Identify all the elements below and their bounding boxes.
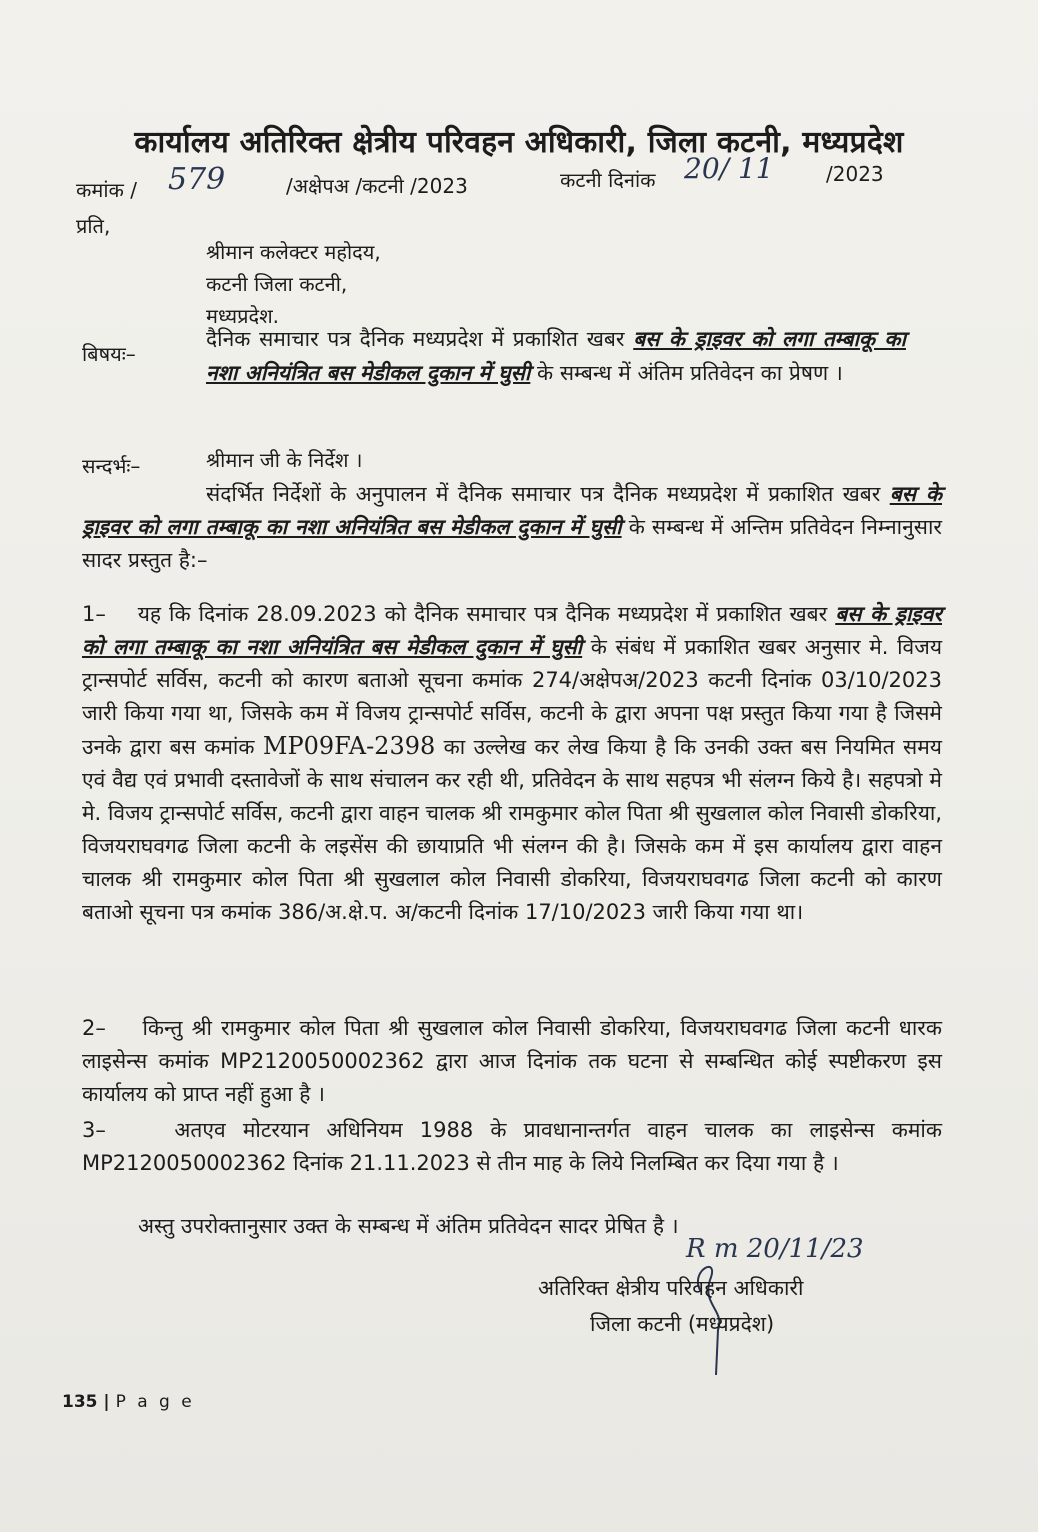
point-2	[82, 1012, 942, 1111]
point-1-text-a: यह कि दिनांक 28.09.2023 को दैनिक समाचार पत्र दैनिक मध्यप्रदेश में प्रकाशित खबर	[137, 602, 828, 626]
signatory-designation: अतिरिक्त क्षेत्रीय परिवहन अधिकारी	[538, 1276, 804, 1300]
handwritten-signature: R m 20/11/23	[686, 1234, 864, 1264]
point-1-text-c: का उल्लेख कर लेख किया है कि उनकी उक्त बस नियमित समय एवं वैद्य एवं प्रभावी दस्तावेजों के साथ संचालन कर रही थी, प्रतिवेदन के साथ सहपत्र भी संलग्न किये है। सहपत्रो मे मे. विजय ट्रान्सपोर्ट सर्विस, कटनी द्वारा वाहन चालक श्री रामकुमार कोल पिता श्री सुखलाल कोल निवासी डोकरिया, विजयराघवगढ जिला कटनी के लइसेंस की छायाप्रति भी संलग्न की है। जिसके कम में इस कार्यालय द्वारा वाहन चालक श्री रामकुमार कोल पिता श्री सुखलाल कोल निवासी डोकरिया, विजयराघवगढ जिला कटनी को कारण बताओ सूचना पत्र कमांक 386/अ.क्षे.प. अ/कटनी दिनांक 17/10/2023 जारी किया गया था।	[82, 735, 942, 924]
addressee-line-3: मध्यप्रदेश.	[206, 304, 280, 328]
point-2-text: किन्तु श्री रामकुमार कोल पिता श्री सुखलाल कोल निवासी डोकरिया, विजयराघवगढ जिला कटनी धारक लाइसेन्स कमांक MP2120050002362 द्वारा आज दिनांक तक घटना से सम्बन्धित कोई स्पष्टीकरण इस कार्यालय को प्राप्त नहीं हुआ है ।	[82, 1016, 942, 1106]
closing-line: अस्तु उपरोक्तानुसार उक्त के सम्बन्ध में अंतिम प्रतिवेदन सादर प्रेषित है ।	[138, 1214, 679, 1238]
intro-text-after: के सम्बन्ध में अन्तिम प्रतिवेदन निम्नानुसार सादर प्रस्तुत है:–	[82, 515, 942, 572]
signatory-district: जिला कटनी (मध्यप्रदेश)	[590, 1312, 775, 1336]
date-suffix: /2023	[826, 162, 884, 186]
point-3-number: 3–	[82, 1118, 106, 1142]
page-number: 135	[62, 1392, 98, 1412]
point-2-number: 2–	[82, 1016, 106, 1040]
kramank-handwritten-number: 579	[168, 162, 226, 197]
date-handwritten: 20/ 11	[684, 152, 774, 185]
page-word: P a g e	[115, 1392, 195, 1412]
reference-text: श्रीमान जी के निर्देश ।	[206, 448, 363, 472]
date-label: कटनी दिनांक	[560, 168, 656, 192]
bus-number: MP09FA-2398	[262, 732, 436, 760]
subject-headline: बस के ड्राइवर को लगा तम्बाकू का नशा अनियंत्रित बस मेडीकल दुकान में घुसी	[206, 327, 906, 385]
addressee-line-2: कटनी जिला कटनी,	[206, 272, 348, 296]
subject-label: बिषयः–	[82, 342, 136, 366]
intro-paragraph	[82, 478, 942, 577]
point-1-text-b: के संबंध में प्रकाशित खबर अनुसार मे. विजय ट्रान्सपोर्ट सर्विस, कटनी को कारण बताओ सूचना कमांक 274/अक्षेपअ/2023 कटनी दिनांक 03/10/2023 जारी किया गया था, जिसके कम में विजय ट्रान्सपोर्ट सर्विस, कटनी के द्वारा अपना पक्ष प्रस्तुत किया गया है जिसमे उनके द्वारा बस कमांक	[82, 635, 942, 759]
subject-text	[206, 322, 906, 390]
office-title: कार्यालय अतिरिक्त क्षेत्रीय परिवहन अधिकारी, जिला कटनी, मध्यप्रदेश	[134, 125, 904, 160]
point-3	[82, 1114, 942, 1180]
intro-headline: बस के ड्राइवर को लगा तम्बाकू का नशा अनियंत्रित बस मेडीकल दुकान में घुसी	[82, 482, 942, 539]
point-1-number: 1–	[82, 602, 106, 626]
point-1-headline: बस के ड्राइवर को लगा तम्बाकू का नशा अनियंत्रित बस मेडीकल दुकान में घुसी	[82, 602, 942, 659]
page-footer	[62, 1392, 195, 1412]
kramank-label: कमांक /	[76, 178, 137, 202]
reference-label: सन्दर्भः–	[82, 454, 141, 478]
addressee-line-1: श्रीमान कलेक्टर महोदय,	[206, 240, 381, 264]
kramank-suffix: /अक्षेपअ /कटनी /2023	[286, 174, 468, 198]
footer-separator: |	[103, 1392, 110, 1412]
point-1	[82, 598, 942, 929]
intro-text-before: संदर्भित निर्देशों के अनुपालन में दैनिक समाचार पत्र दैनिक मध्यप्रदेश में प्रकाशित खबर	[206, 482, 881, 506]
subject-text-after: के सम्बन्ध में अंतिम प्रतिवेदन का प्रेषण ।	[537, 361, 843, 385]
point-3-text: अतएव मोटरयान अधिनियम 1988 के प्रावधानान्तर्गत वाहन चालक का लाइसेन्स कमांक MP2120050002362 दिनांक 21.11.2023 से तीन माह के लिये निलम्बित कर दिया गया है ।	[82, 1118, 942, 1175]
prati-label: प्रति,	[76, 214, 111, 238]
subject-text-before: दैनिक समाचार पत्र दैनिक मध्यप्रदेश में प्रकाशित खबर	[206, 327, 625, 351]
